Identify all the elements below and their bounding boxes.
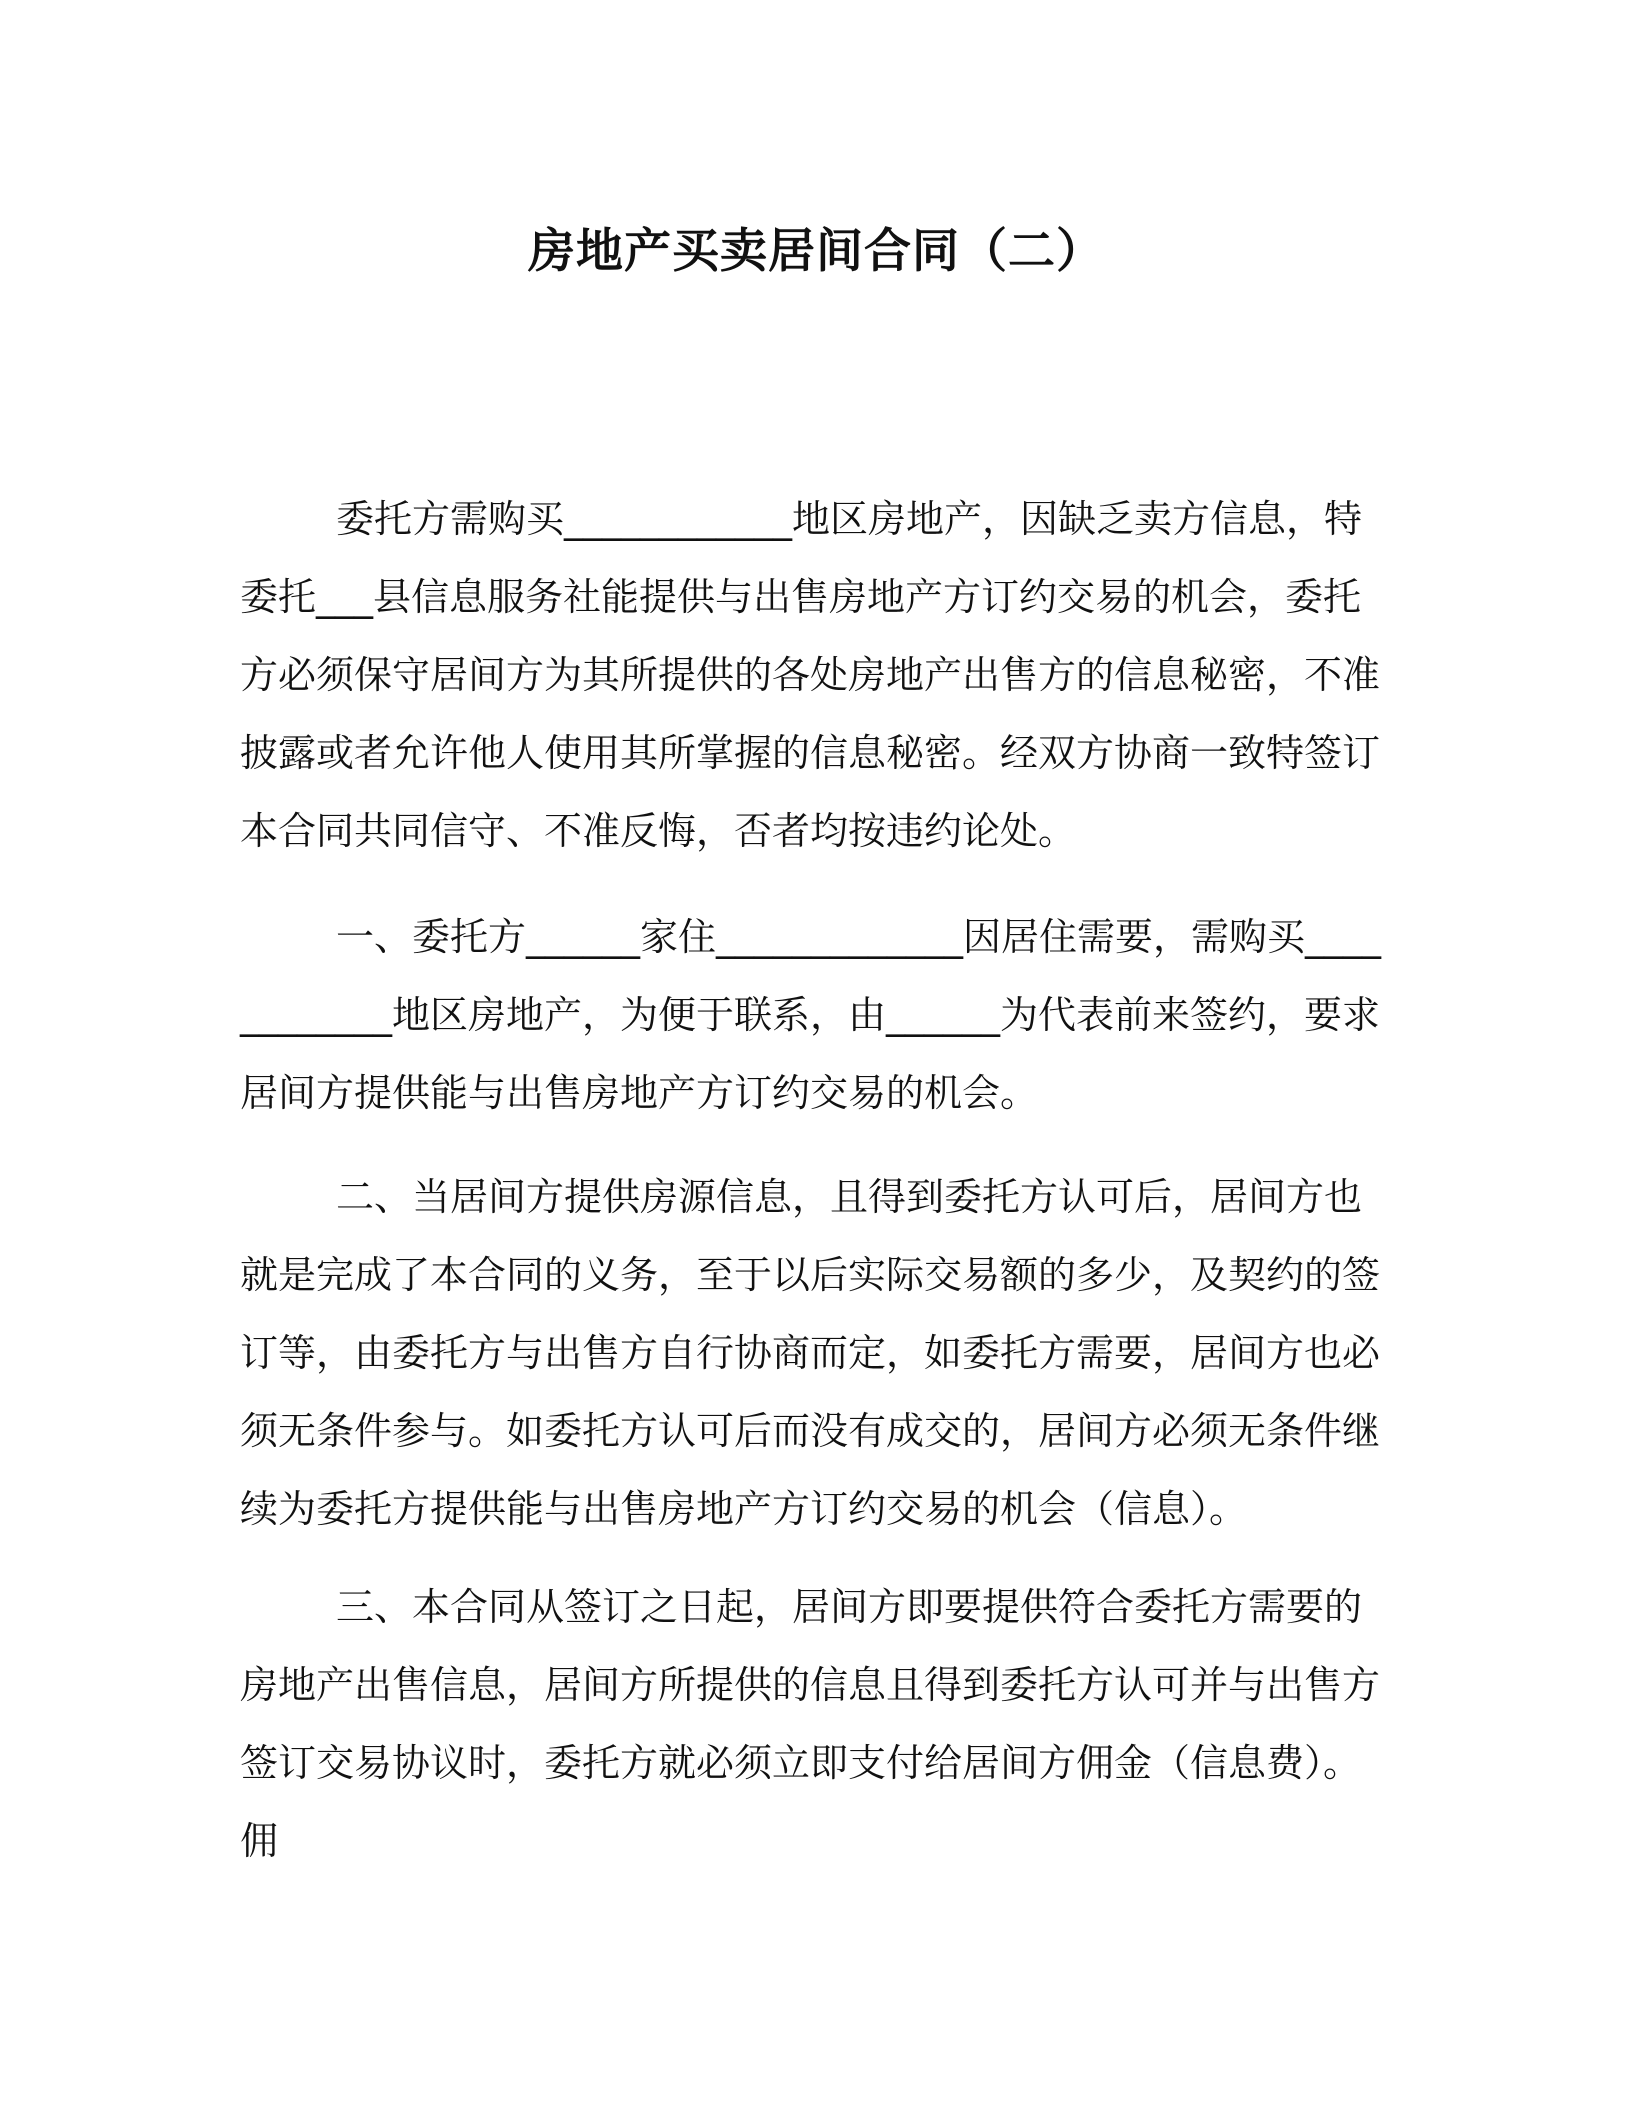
paragraph-clause-two: 二、当居间方提供房源信息，且得到委托方认可后，居间方也就是完成了本合同的义务，至于以后实际交易额的多少，及契约的签订等，由委托方与出售方自行协商而定，如委托方需要，居间方也必须无条件参与。如委托方认可后而没有成交的，居间方必须无条件继续为委托方提供能与出售房地产方订约交易的机会（信息）。 — [240, 1175, 1381, 1531]
document-title: 房地产买卖居间合同（二） — [528, 224, 1104, 279]
paragraph-clause-three: 三、本合同从签订之日起，居间方即要提供符合委托方需要的房地产出售信息，居间方所提供的信息且得到委托方认可并与出售方签订交易协议时，委托方就必须立即支付给居间方佣金（信息费）。佣 — [240, 1585, 1381, 1863]
paragraph-intro: 委托方需购买____________地区房地产，因缺乏卖方信息，特委托___县信息服务社能提供与出售房地产方订约交易的机会，委托方必须保守居间方为其所提供的各处房地产出售方的信息秘密，不准披露或者允许他人使用其所掌握的信息秘密。经双方协商一致特签订本合同共同信守、不准反悔，否者均按违约论处。 — [240, 497, 1381, 853]
paragraph-clause-one: 一、委托方______家住_____________因居住需要，需购买____________地区房地产，为便于联系，由______为代表前来签约，要求居间方提供能与出售房地产方订约交易的机会。 — [240, 915, 1382, 1115]
